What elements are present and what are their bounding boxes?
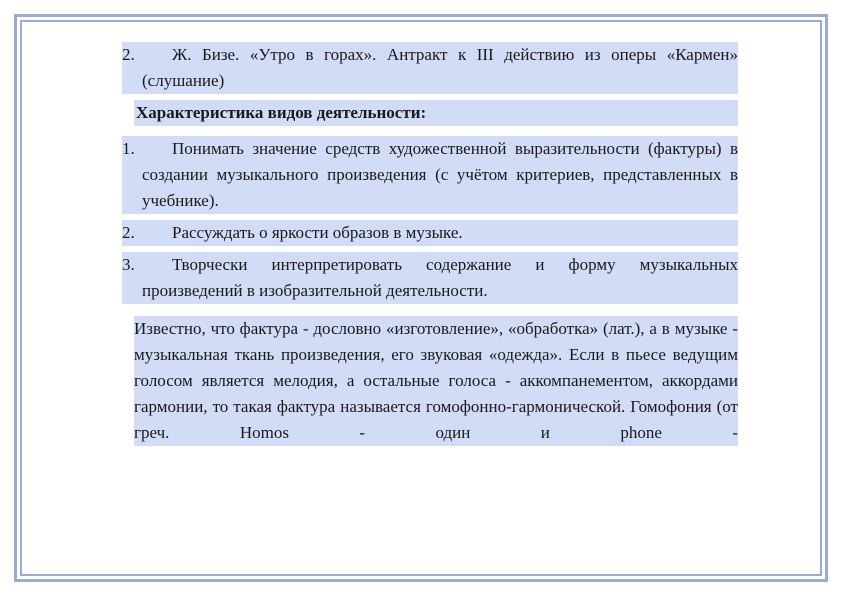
list-item-number: 2.	[122, 223, 135, 242]
list-item-text: Понимать значение средств художественной выразительности (фактуры) в создании музыкального произведения (с учётом критериев, представленных в учебнике).	[142, 139, 738, 210]
texture-paragraph: Известно, что фактура - дословно «изготовление», «обработка» (лат.), а в музыке - музыкальная ткань произведения, его звуковая «одежда». Если в пьесе ведущим голосом является мелодия, а остальные голоса - аккомпанементом, аккордами гармонии, то такая фактура называется гомофонно-гармонической. Гомофония (от греч. Homos - один и phone -	[134, 316, 738, 446]
activities-heading: Характеристика видов деятельности:	[134, 100, 738, 126]
list-item-number: 1.	[122, 139, 135, 158]
list-item-number: 2.	[122, 45, 135, 64]
list-item-text: Творчески интерпретировать содержание и форму музыкальных произведений в изобразительной деятельности.	[142, 255, 738, 300]
list-item-text: Рассуждать о яркости образов в музыке.	[172, 223, 463, 242]
activity-item-1	[122, 136, 738, 214]
activity-item-3	[122, 252, 738, 304]
slide-content	[122, 42, 738, 446]
list-item-text: Ж. Бизе. «Утро в горах». Антракт к III действию из оперы «Кармен» (слушание)	[142, 45, 738, 90]
list-item-top	[122, 42, 738, 94]
list-item-number: 3.	[122, 255, 135, 274]
activity-item-2	[122, 220, 738, 246]
